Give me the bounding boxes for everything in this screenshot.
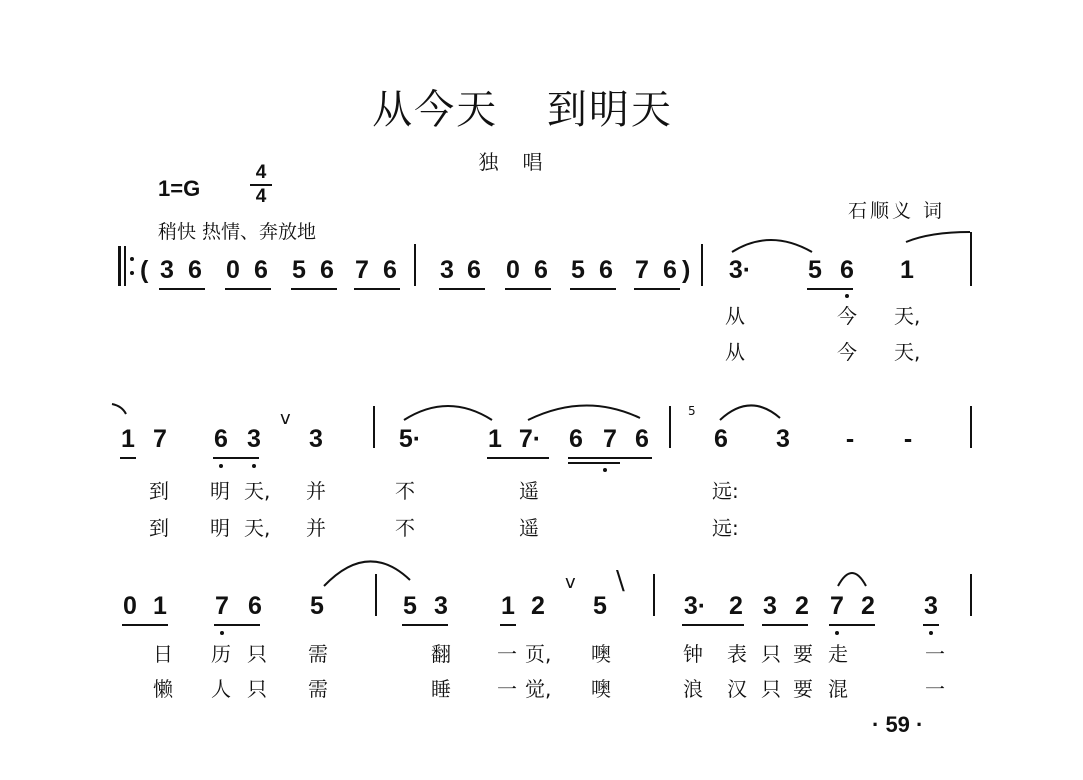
lyric: 并: [306, 516, 326, 540]
lyric: 只: [761, 677, 781, 701]
note: 3: [440, 256, 454, 284]
lyric: 不: [395, 516, 415, 540]
note: 3: [247, 425, 261, 453]
lyric: 睡: [431, 677, 451, 701]
note: 1: [488, 425, 502, 453]
note: 3: [776, 425, 790, 453]
lyric: 历: [211, 642, 231, 666]
note: 3: [160, 256, 174, 284]
lyric: 天,: [894, 304, 921, 328]
note: 2: [795, 592, 809, 620]
note: 7: [215, 592, 229, 620]
slur: [732, 240, 812, 252]
lyric: 从: [725, 340, 745, 364]
note: 6: [714, 425, 728, 453]
lyric: 今: [837, 340, 857, 364]
note: 2: [729, 592, 743, 620]
lyric: 浪: [683, 677, 703, 701]
lyricist-credit: 石顺义 词: [848, 200, 946, 222]
lyric: 噢: [591, 642, 611, 666]
note: 6: [599, 256, 613, 284]
note: 0: [506, 256, 520, 284]
lyric: 远:: [712, 516, 739, 540]
page-number: · 59 ·: [872, 712, 924, 737]
lyric: 日: [153, 642, 173, 666]
note: 1: [900, 256, 914, 284]
key-signature: 1=G: [158, 176, 201, 201]
accent-mark: \: [616, 566, 625, 596]
lyric: 混: [828, 677, 848, 701]
lyric: 遥: [519, 479, 539, 503]
slur: [720, 405, 780, 420]
slur: [838, 573, 866, 586]
note: 0: [226, 256, 240, 284]
note: 5: [310, 592, 324, 620]
lyric: 一: [925, 677, 945, 701]
lyric: 遥: [519, 516, 539, 540]
note: 0: [123, 592, 137, 620]
note: 7: [603, 425, 617, 453]
lyric: 明: [210, 479, 230, 503]
lyric: 只: [247, 642, 267, 666]
lyric: 汉: [727, 677, 747, 701]
lyric: 并: [306, 479, 326, 503]
note: 7: [153, 425, 167, 453]
slur: [528, 405, 640, 420]
note: 3: [924, 592, 938, 620]
note: 7: [830, 592, 844, 620]
note: 3·: [728, 256, 752, 284]
note: 6: [569, 425, 583, 453]
tempo-marking: 稍快 热情、奔放地: [158, 221, 317, 243]
note: 5: [571, 256, 585, 284]
lyric: 一: [497, 677, 517, 701]
lyric: 要: [793, 677, 813, 701]
lyric: 人: [211, 677, 231, 701]
lyric: 一: [497, 642, 517, 666]
time-signature-bottom: 4: [255, 186, 267, 207]
note: 6: [840, 256, 854, 284]
lyric: 天,: [894, 340, 921, 364]
note: 5·: [398, 425, 422, 453]
lyric: 明: [210, 516, 230, 540]
slur: [404, 406, 492, 420]
note: 6: [383, 256, 397, 284]
lyric: 需: [308, 677, 328, 701]
lyric: 从: [725, 304, 745, 328]
lyric: 远:: [712, 479, 739, 503]
slur: [324, 561, 410, 586]
note: 6: [663, 256, 677, 284]
lyric: 要: [793, 642, 813, 666]
lyric: 走: [828, 642, 848, 666]
lyric: 到: [149, 516, 169, 540]
lyric: 天,: [244, 516, 271, 540]
lyric: 只: [247, 677, 267, 701]
note: -: [903, 425, 913, 453]
note: 3: [309, 425, 323, 453]
note: -: [845, 425, 855, 453]
note: 6: [254, 256, 268, 284]
note: (: [140, 256, 149, 284]
note: 6: [188, 256, 202, 284]
performance-type: 独唱: [478, 150, 567, 174]
note: 6: [320, 256, 334, 284]
lyric: 页,: [525, 642, 552, 666]
note: ): [682, 256, 691, 284]
note: 1: [153, 592, 167, 620]
lyric: 钟: [683, 642, 703, 666]
note: 6: [467, 256, 481, 284]
lyric: 到: [149, 479, 169, 503]
time-signature-top: 4: [250, 162, 272, 186]
note: 2: [531, 592, 545, 620]
note: 7: [635, 256, 649, 284]
note: 6: [214, 425, 228, 453]
slur: [112, 404, 126, 414]
note: 3: [434, 592, 448, 620]
note: 6: [248, 592, 262, 620]
note: 2: [861, 592, 875, 620]
note: 6: [635, 425, 649, 453]
lyric: 一: [925, 642, 945, 666]
lyric: 噢: [591, 677, 611, 701]
lyric: 翻: [431, 642, 451, 666]
note: 1: [501, 592, 515, 620]
note: 5: [808, 256, 822, 284]
lyric: 懒: [153, 677, 173, 701]
lyric: 觉,: [525, 677, 552, 701]
slur: [906, 232, 970, 242]
breath-mark: v: [280, 408, 291, 429]
note: 3: [763, 592, 777, 620]
note: 5: [292, 256, 306, 284]
lyric: 今: [837, 304, 857, 328]
lyric: 表: [727, 642, 747, 666]
lyric: 需: [308, 642, 328, 666]
breath-mark: v: [565, 572, 576, 593]
song-title: 从今天 到明天: [372, 87, 673, 133]
lyric: 只: [761, 642, 781, 666]
note: 7: [355, 256, 369, 284]
note: 7·: [518, 425, 542, 453]
note: 3·: [683, 592, 707, 620]
note: 5: [403, 592, 417, 620]
note: 1: [121, 425, 135, 453]
note: 5: [593, 592, 607, 620]
grace-note: 5: [688, 404, 696, 418]
lyric: 天,: [244, 479, 271, 503]
lyric: 不: [395, 479, 415, 503]
note: 6: [534, 256, 548, 284]
